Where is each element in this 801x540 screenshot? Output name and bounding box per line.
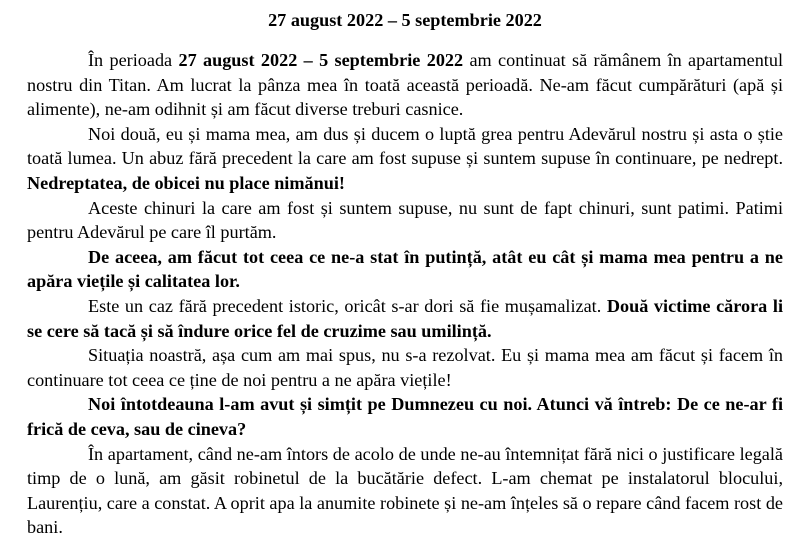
paragraph-8-text: În apartament, când ne-am întors de acolo de unde ne-au întemnițat fără nici o justificare legală timp de o lună, am găsit robinetul de la bucătărie defect. L-am chemat pe instalatorul blocului, Laurențiu, care a constat. A oprit apa la anumite robinete și ne-am înțeles să o repare când facem rost de bani.: [27, 443, 783, 538]
paragraph-1-text-a: În perioada: [88, 50, 179, 70]
paragraph-1: [27, 48, 783, 122]
paragraph-8: [27, 442, 783, 540]
paragraph-7-bold: Noi întotdeauna l-am avut și simțit pe Dumnezeu cu noi. Atunci vă întreb: De ce ne-ar fi frică de ceva, sau de cineva?: [27, 394, 783, 439]
paragraph-2-bold: Nedreptatea, de obicei nu place nimănui!: [27, 172, 345, 193]
paragraph-7: [27, 392, 783, 441]
paragraph-4: [27, 245, 783, 294]
paragraph-5: [27, 294, 783, 343]
paragraph-1-text-b: am continuat să rămânem în apartamentul nostru din Titan. Am lucrat la pânza mea în toată această perioadă. Ne-am făcut cumpărături (apă și alimente), ne-am odihnit și am făcut diverse treburi casnice.: [27, 50, 783, 120]
paragraph-3-text: Aceste chinuri la care am fost și suntem supuse, nu sunt de fapt chinuri, sunt patimi. Patimi pentru Adevărul pe care îl purtăm.: [27, 197, 783, 243]
document-page: [27, 0, 783, 540]
paragraph-2: [27, 122, 783, 196]
paragraph-3: [27, 196, 783, 245]
paragraph-5-text: Este un caz fără precedent istoric, oricât s-ar dori să fie mușamalizat.: [88, 295, 607, 316]
paragraph-6-text: Situația noastră, așa cum am mai spus, nu s-a rezolvat. Eu și mama mea am făcut și facem în continuare tot ceea ce ține de noi pentru a ne apăra viețile!: [27, 345, 783, 390]
document-title: 27 august 2022 – 5 septembrie 2022: [268, 10, 542, 30]
paragraph-6: [27, 343, 783, 392]
paragraph-5-bold: Două victime cărora li se cere să tacă și să îndure orice fel de cruzime sau umilință.: [27, 295, 784, 341]
paragraph-1-bold-dates: 27 august 2022 – 5 septembrie 2022: [178, 50, 464, 70]
paragraph-2-text: Noi două, eu și mama mea, am dus și ducem o luptă grea pentru Adevărul nostru și asta o știe toată lumea. Un abuz fără precedent la care am fost supuse și suntem supuse în continuare, pe nedrept.: [27, 123, 783, 169]
paragraph-4-bold: De aceea, am făcut tot ceea ce ne-a stat în putință, atât eu cât și mama mea pentru a ne apăra viețile și calitatea lor.: [27, 246, 783, 292]
